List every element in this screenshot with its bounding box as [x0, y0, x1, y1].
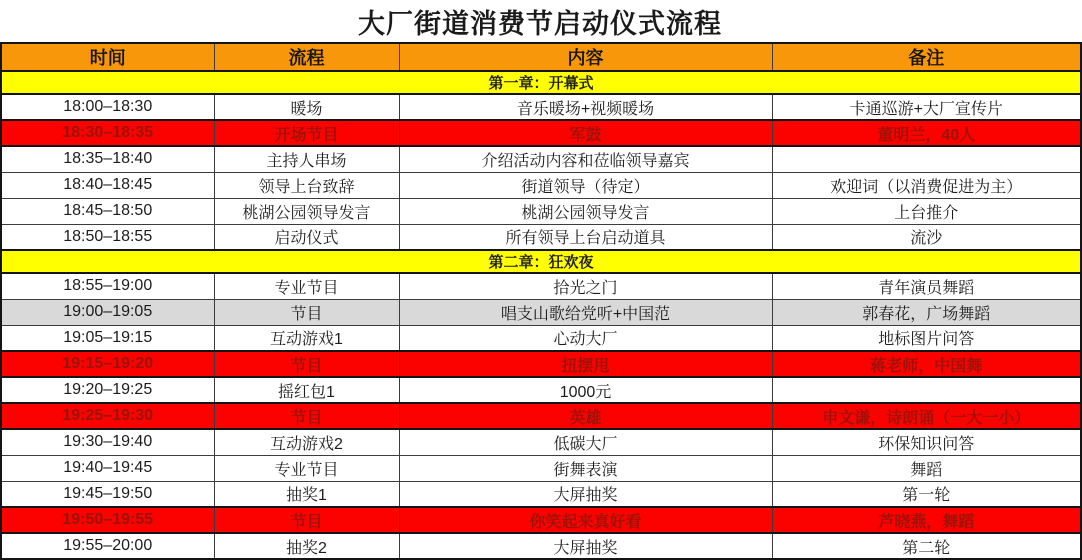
cell-note: 地标图片问答 [772, 325, 1081, 351]
cell-time: 19:40–19:45 [1, 455, 214, 481]
cell-note: 郭春花，广场舞蹈 [772, 299, 1081, 325]
cell-note: 上台推介 [772, 198, 1081, 224]
cell-time: 19:50–19:55 [1, 507, 214, 533]
cell-process: 摇红包1 [214, 377, 399, 403]
cell-content: 心动大厂 [399, 325, 772, 351]
cell-content: 所有领导上台启动道具 [399, 224, 772, 250]
cell-content: 街道领导（待定） [399, 172, 772, 198]
table-row [1, 224, 1081, 250]
section-row [1, 71, 1081, 94]
page-title: 大厂街道消费节启动仪式流程 [358, 8, 722, 39]
cell-note: 卡通巡游+大厂宣传片 [772, 94, 1081, 120]
cell-time: 19:45–19:50 [1, 481, 214, 507]
table-row [1, 299, 1081, 325]
cell-content: 扭摆甩 [399, 351, 772, 377]
cell-note: 董明兰，40人 [772, 120, 1081, 146]
cell-time: 18:50–18:55 [1, 224, 214, 250]
cell-process: 节目 [214, 299, 399, 325]
cell-content: 介绍活动内容和莅临领导嘉宾 [399, 146, 772, 172]
column-header-note: 备注 [772, 43, 1081, 71]
cell-process: 领导上台致辞 [214, 172, 399, 198]
cell-note: 芦晓燕，舞蹈 [772, 507, 1081, 533]
cell-content: 拾光之门 [399, 273, 772, 299]
schedule-table-body [1, 71, 1081, 559]
table-row [1, 429, 1081, 455]
cell-content: 唱支山歌给党听+中国范 [399, 299, 772, 325]
cell-note: 蒋老师，中国舞 [772, 351, 1081, 377]
cell-time: 18:30–18:35 [1, 120, 214, 146]
table-row [1, 455, 1081, 481]
cell-content: 桃湖公园领导发言 [399, 198, 772, 224]
cell-note [772, 146, 1081, 172]
cell-content: 你笑起来真好看 [399, 507, 772, 533]
cell-process: 节目 [214, 507, 399, 533]
cell-content: 大屏抽奖 [399, 533, 772, 559]
table-row [1, 146, 1081, 172]
table-row [1, 325, 1081, 351]
cell-time: 19:30–19:40 [1, 429, 214, 455]
cell-time: 18:55–19:00 [1, 273, 214, 299]
cell-process: 桃湖公园领导发言 [214, 198, 399, 224]
cell-process: 专业节目 [214, 455, 399, 481]
cell-time: 19:20–19:25 [1, 377, 214, 403]
column-header-process: 流程 [214, 43, 399, 71]
cell-note: 欢迎词（以消费促进为主） [772, 172, 1081, 198]
section-row [1, 250, 1081, 273]
header-row [1, 43, 1081, 71]
cell-content: 大屏抽奖 [399, 481, 772, 507]
cell-content: 1000元 [399, 377, 772, 403]
cell-time: 18:00–18:30 [1, 94, 214, 120]
cell-process: 互动游戏1 [214, 325, 399, 351]
cell-content: 低碳大厂 [399, 429, 772, 455]
table-row [1, 198, 1081, 224]
cell-time: 18:35–18:40 [1, 146, 214, 172]
cell-time: 19:00–19:05 [1, 299, 214, 325]
table-row [1, 94, 1081, 120]
table-row [1, 481, 1081, 507]
table-row [1, 507, 1081, 533]
cell-time: 19:15–19:20 [1, 351, 214, 377]
section-label: 第一章：开幕式 [1, 71, 1081, 94]
table-row [1, 533, 1081, 559]
cell-content: 街舞表演 [399, 455, 772, 481]
cell-content: 音乐暖场+视频暖场 [399, 94, 772, 120]
cell-time: 18:45–18:50 [1, 198, 214, 224]
cell-note: 环保知识问答 [772, 429, 1081, 455]
cell-time: 18:40–18:45 [1, 172, 214, 198]
cell-note: 舞蹈 [772, 455, 1081, 481]
table-row [1, 377, 1081, 403]
cell-process: 互动游戏2 [214, 429, 399, 455]
cell-note: 青年演员舞蹈 [772, 273, 1081, 299]
cell-note: 申文谦，诗朗诵（一大一小） [772, 403, 1081, 429]
table-row [1, 120, 1081, 146]
cell-process: 暖场 [214, 94, 399, 120]
cell-process: 抽奖1 [214, 481, 399, 507]
cell-process: 抽奖2 [214, 533, 399, 559]
cell-time: 19:05–19:15 [1, 325, 214, 351]
column-header-time: 时间 [1, 43, 214, 71]
cell-note: 第一轮 [772, 481, 1081, 507]
cell-note: 流沙 [772, 224, 1081, 250]
cell-process: 专业节目 [214, 273, 399, 299]
cell-note: 第二轮 [772, 533, 1081, 559]
column-header-content: 内容 [399, 43, 772, 71]
table-row [1, 273, 1081, 299]
table-row [1, 351, 1081, 377]
cell-time: 19:55–20:00 [1, 533, 214, 559]
cell-content: 英雄 [399, 403, 772, 429]
cell-process: 节目 [214, 403, 399, 429]
cell-process: 主持人串场 [214, 146, 399, 172]
cell-process: 节目 [214, 351, 399, 377]
cell-note [772, 377, 1081, 403]
table-row [1, 172, 1081, 198]
cell-time: 19:25–19:30 [1, 403, 214, 429]
cell-process: 启动仪式 [214, 224, 399, 250]
table-row [1, 403, 1081, 429]
schedule-table [0, 42, 1082, 560]
cell-process: 开场节目 [214, 120, 399, 146]
cell-content: 军鼓 [399, 120, 772, 146]
section-label: 第二章：狂欢夜 [1, 250, 1081, 273]
